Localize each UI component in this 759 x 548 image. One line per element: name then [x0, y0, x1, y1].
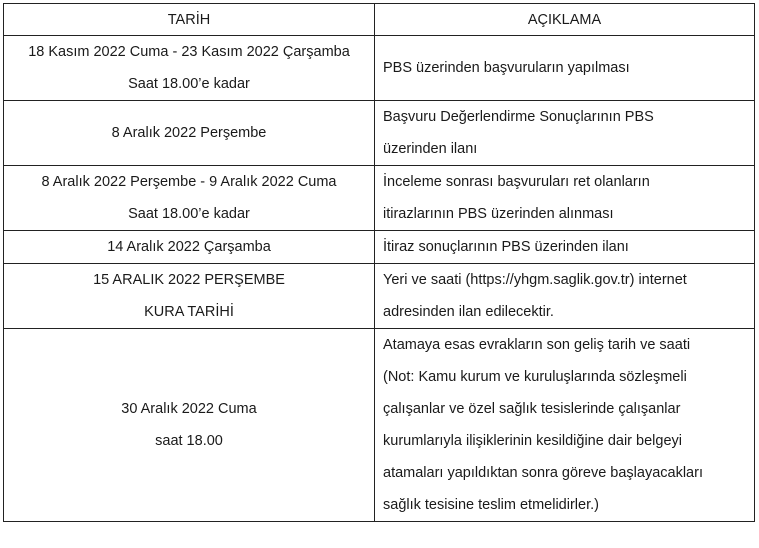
description-text: PBS üzerinden başvuruların yapılması: [383, 60, 630, 76]
header-date: TARİH: [4, 4, 375, 36]
date-text: 8 Aralık 2022 Perşembe: [111, 125, 267, 141]
description-text: Başvuru Değerlendirme Sonuçlarının PBS: [383, 109, 654, 125]
date-cell: [4, 329, 375, 522]
description-cell: [375, 231, 755, 264]
description-cell: [375, 166, 755, 231]
date-text: Saat 18.00’e kadar: [128, 76, 250, 92]
date-text: Saat 18.00’e kadar: [128, 206, 250, 222]
description-text: (Not: Kamu kurum ve kuruluşlarında sözleşmeli: [383, 369, 687, 385]
date-cell: [4, 231, 375, 264]
table-body: [4, 36, 755, 522]
table-row: [4, 231, 755, 264]
description-text: üzerinden ilanı: [383, 141, 478, 157]
date-text: 15 ARALIK 2022 PERŞEMBE: [93, 272, 285, 288]
description-cell: [375, 329, 755, 522]
description-cell: [375, 264, 755, 329]
description-text: çalışanlar ve özel sağlık tesislerinde çalışanlar: [383, 401, 681, 417]
date-text: 8 Aralık 2022 Perşembe - 9 Aralık 2022 Cuma: [41, 174, 337, 190]
description-text: Atamaya esas evrakların son geliş tarih ve saati: [383, 337, 691, 353]
description-text: İtiraz sonuçlarının PBS üzerinden ilanı: [383, 239, 629, 255]
description-text: Yeri ve saati (https://yhgm.saglik.gov.tr) internet: [383, 272, 687, 288]
description-text: sağlık tesisine teslim etmelidirler.): [383, 497, 599, 513]
date-text: 18 Kasım 2022 Cuma - 23 Kasım 2022 Çarşamba: [28, 44, 350, 60]
table-row: [4, 101, 755, 166]
description-text: atamaları yapıldıktan sonra göreve başlayacakları: [383, 465, 703, 481]
schedule-table: [3, 3, 755, 522]
date-cell: [4, 166, 375, 231]
table-row: [4, 329, 755, 522]
description-text: adresinden ilan edilecektir.: [383, 304, 554, 320]
date-text: saat 18.00: [155, 433, 223, 449]
header-row: [4, 4, 755, 36]
header-description: AÇIKLAMA: [375, 4, 755, 36]
date-text: KURA TARİHİ: [144, 304, 234, 320]
description-text: İnceleme sonrası başvuruları ret olanların: [383, 174, 650, 190]
table-row: [4, 36, 755, 101]
date-text: 30 Aralık 2022 Cuma: [121, 401, 257, 417]
description-text: itirazlarının PBS üzerinden alınması: [383, 206, 614, 222]
date-cell: [4, 36, 375, 101]
date-cell: [4, 264, 375, 329]
table-row: [4, 264, 755, 329]
date-text: 14 Aralık 2022 Çarşamba: [107, 239, 271, 255]
description-text: kurumlarıyla ilişiklerinin kesildiğine dair belgeyi: [383, 433, 682, 449]
description-cell: [375, 101, 755, 166]
table-row: [4, 166, 755, 231]
description-cell: [375, 36, 755, 101]
date-cell: [4, 101, 375, 166]
